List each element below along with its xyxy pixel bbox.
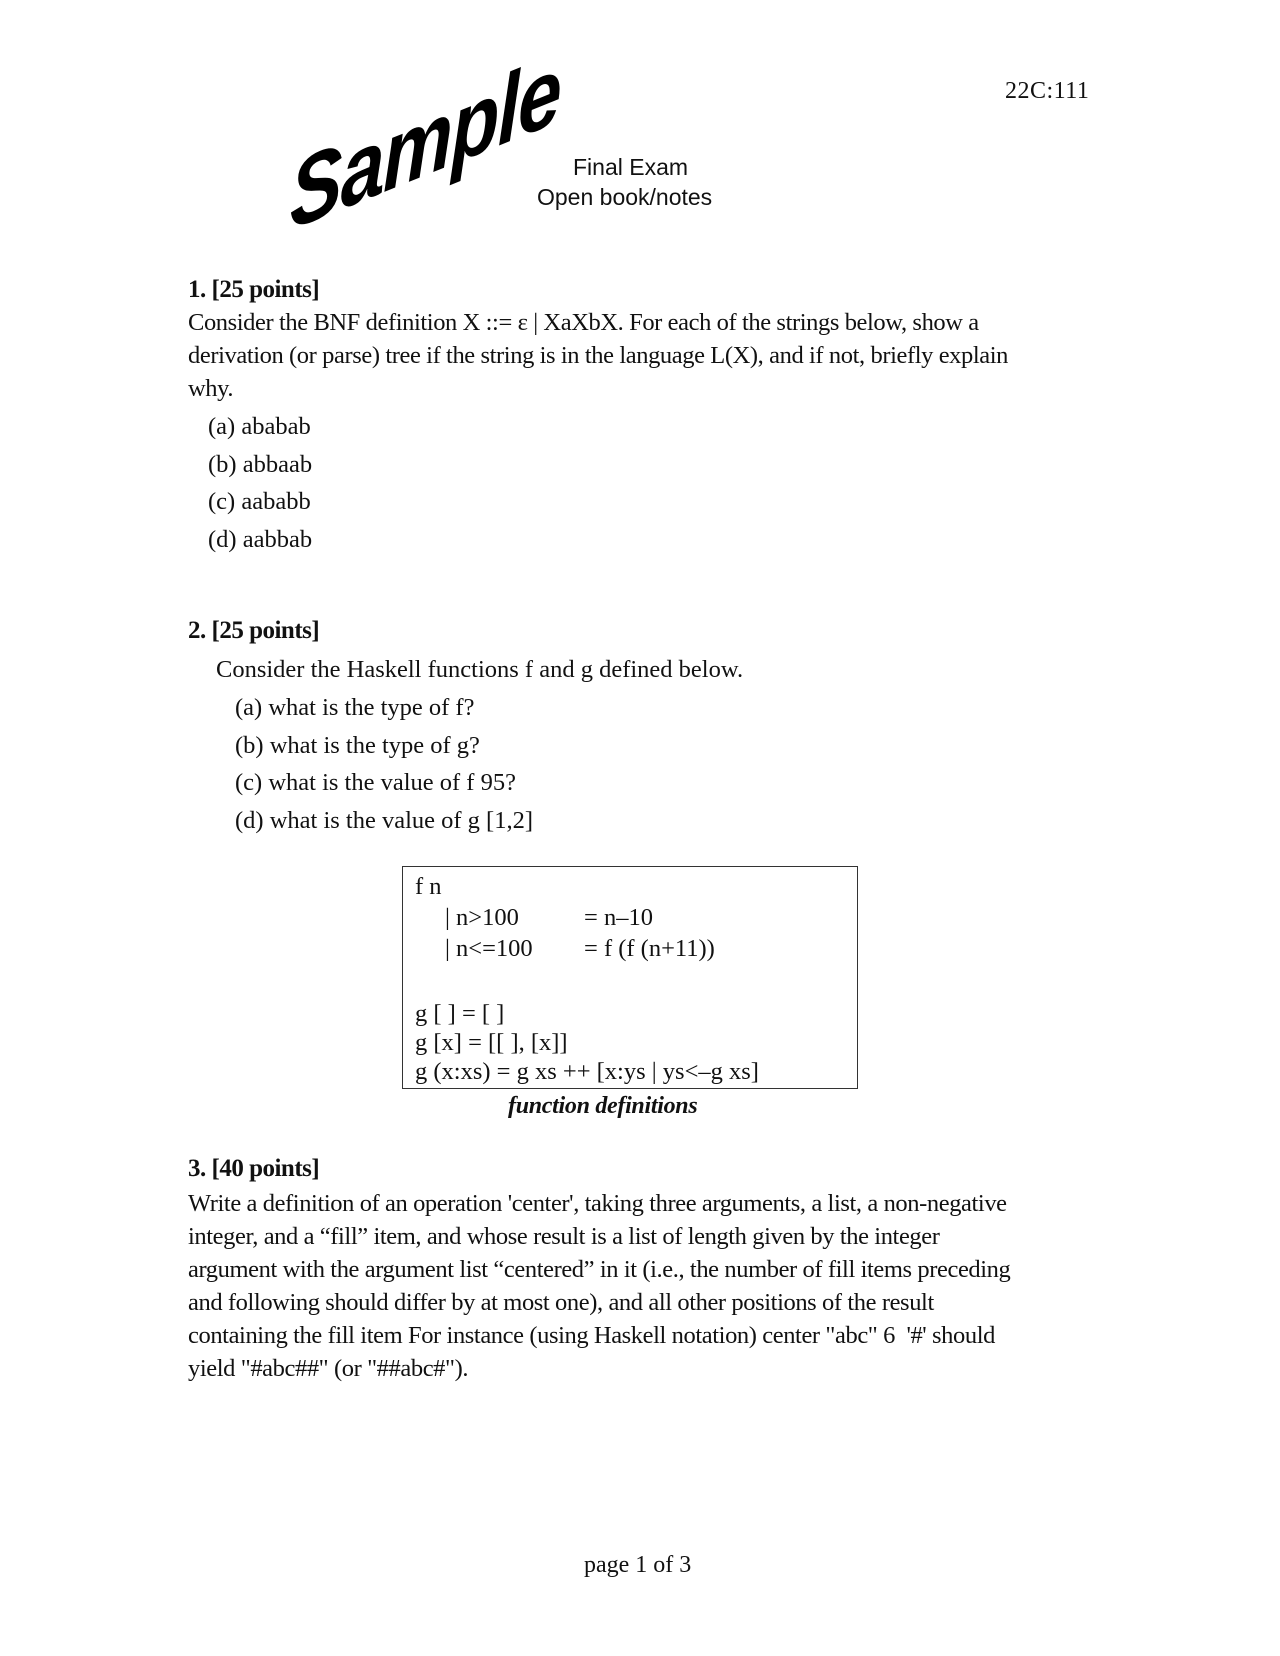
exam-title: Final Exam [573,154,689,180]
text-line: containing the fill item For instance (using Haskell notation) center "abc" 6 '#' should [188,1322,995,1349]
list-item: (d) what is the value of g [1,2] [235,806,533,834]
page-number: page 1 of 3 [584,1552,692,1578]
question-1-text [188,306,1088,405]
list-item: (c) what is the value of f 95? [235,769,516,796]
text-line: why. [188,375,234,402]
list-item: (b) what is the type of g? [235,731,480,759]
question-3-heading: 3. [40 points] [188,1155,320,1182]
code-g-line-3: g (x:xs) = g xs ++ [x:ys | ys<–g xs] [415,1058,759,1085]
text-line: Write a definition of an operation 'center', taking three arguments, a list, a non-negative [188,1190,1007,1217]
question-2-items [235,689,533,839]
question-2-intro: Consider the Haskell functions f and g defined below. [216,656,744,683]
list-item: (d) aabbab [208,525,313,553]
text-line: argument with the argument list “centered” in it (i.e., the number of fill items preceding [188,1256,1011,1283]
course-number: 22C:111 [1005,78,1090,104]
question-2-heading: 2. [25 points] [188,617,320,644]
text-line: and following should differ by at most one), and all other positions of the result [188,1289,934,1316]
list-item: (a) what is the type of f? [235,694,475,721]
list-item: (c) aababb [208,488,311,515]
code-g-line-1: g [ ] = [ ] [415,1000,505,1027]
code-f-rhs-2: = f (f (n+11)) [584,935,715,962]
code-f-head: f n [415,873,442,900]
question-3-text [188,1187,1088,1385]
code-caption: function definitions [508,1093,698,1119]
question-1-heading: 1. [25 points] [188,276,320,303]
code-f-guard-1: | n>100 [445,904,519,931]
code-f-guard-2: | n<=100 [445,935,533,962]
list-item: (b) abbaab [208,450,313,478]
sample-watermark: Sample [290,34,561,251]
code-f-rhs-1: = n–10 [584,904,653,931]
text-line: Consider the BNF definition X ::= ε | XaXbX. For each of the strings below, show a [188,309,979,336]
exam-subtitle: Open book/notes [537,184,713,210]
list-item: (a) ababab [208,413,311,440]
question-1-items [208,408,312,558]
text-line: yield "#abc##" (or "##abc#"). [188,1355,469,1382]
text-line: derivation (or parse) tree if the string is in the language L(X), and if not, briefly explain [188,342,1009,369]
code-box [402,866,858,1089]
code-g-line-2: g [x] = [[ ], [x]] [415,1029,568,1056]
text-line: integer, and a “fill” item, and whose result is a list of length given by the integer [188,1223,940,1250]
